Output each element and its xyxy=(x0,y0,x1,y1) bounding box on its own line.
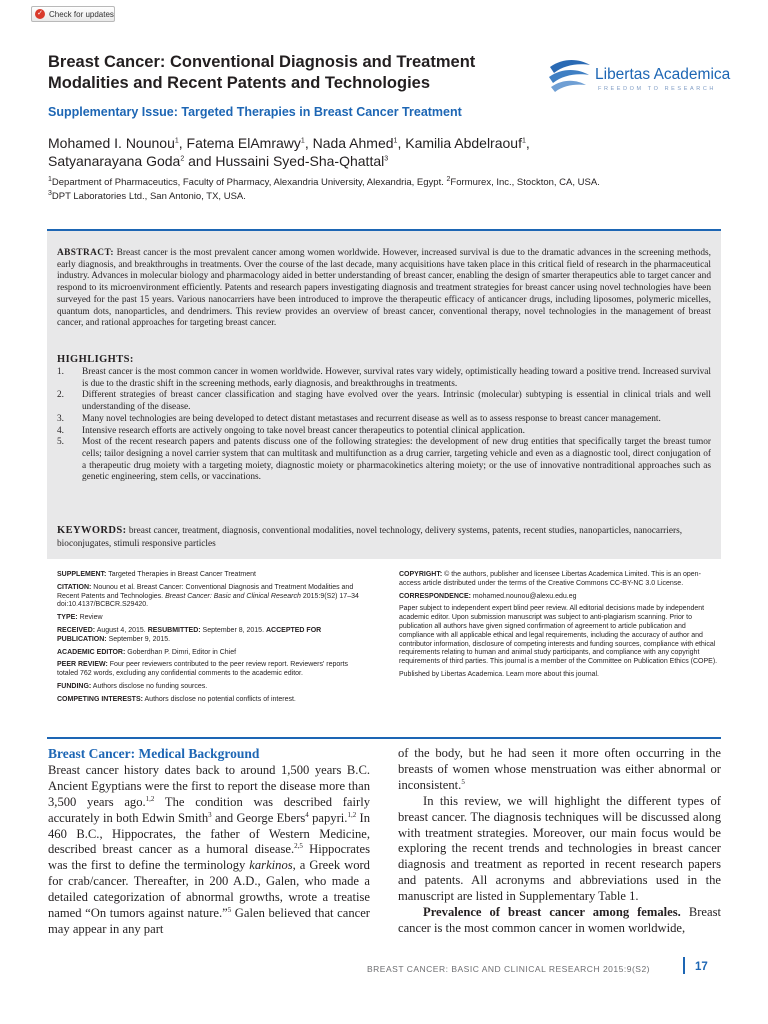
check-for-updates-button[interactable] xyxy=(31,6,115,22)
highlights-list xyxy=(57,367,711,484)
author-separator: , xyxy=(178,135,187,151)
section-divider xyxy=(47,737,721,739)
body-paragraph: Prevalence of breast cancer among females. Breast cancer is the most common cancer in women worldwide, xyxy=(398,905,721,935)
meta-copyright: COPYRIGHT: © the authors, publisher and licensee Libertas Academica Limited. This is an open-access article distributed under the terms of the Creative Commons CC-BY-NC 3.0 License. xyxy=(399,571,701,587)
highlight-number: 5. xyxy=(57,437,65,448)
author-name: Kamilia Abdelraouf xyxy=(405,135,522,151)
affiliation-2: Formurex, Inc., Stockton, CA, USA. xyxy=(450,177,600,188)
author-affiliation-mark: 1 xyxy=(300,137,305,145)
highlight-item xyxy=(57,414,711,426)
supplement-title: Supplementary Issue: Targeted Therapies in Breast Cancer Treatment xyxy=(48,105,462,119)
highlight-text: Breast cancer is the most common cancer in women worldwide. However, survival rates vary widely, optimistically heading toward a positive trend. Increased survival is due to the drastic shift in the screening methods, early diagnosis, and breakthroughs in treatments. xyxy=(82,367,711,389)
meta-citation: CITATION: Nounou et al. Breast Cancer: Conventional Diagnosis and Treatment Modalities and Recent Patents and Technologies. Breast Cancer: Basic and Clinical Research 2015:9(S2) 17–34 doi:10.4137/BCBCR.S29420. xyxy=(57,583,359,609)
author-separator: , xyxy=(525,135,530,151)
meta-correspondence: CORRESPONDENCE: mohamed.nounou@alexu.edu.eg xyxy=(399,592,577,600)
highlight-text: Different strategies of breast cancer classification and staging have evolved over the years. Intrinsic (molecular) subtyping is essential in clinical trials and well understanding of the disease. xyxy=(82,390,711,413)
meta-type: TYPE: Review xyxy=(57,614,103,622)
article-metadata-right xyxy=(399,571,719,684)
highlight-text: Most of the recent research papers and patents discuss one of the following strategies: the development of new drug entities that specifically target the breast tumor cells; tailor designing a novel carrier system that can multitask and multifunction as a drug carrier, targeting vehicle and even as a diagnostic tool, direct conjugation of a therapeutic drug moiety with a targeting moiety, diagnostic moiety or pharmacokinetics altering moiety; or the use of innovative nontraditional approaches such as genetic engineering, stem cells, or vaccinations. xyxy=(82,437,711,483)
author-list xyxy=(48,134,698,170)
footer-journal-name: BREAST CANCER: BASIC AND CLINICAL RESEARCH 2015:9(S2) xyxy=(367,964,650,974)
author-name: Satyanarayana Goda xyxy=(48,153,181,169)
meta-publisher-link[interactable]: Published by Libertas Academica. Learn more about this journal. xyxy=(399,670,600,678)
check-updates-icon: ✓ xyxy=(35,9,45,19)
body-paragraph: of the body, but he had seen it more often occurring in the breasts of women whose menstruation was either abnormal or inconsistent.$^5$ xyxy=(398,746,721,792)
keywords xyxy=(57,525,711,550)
highlight-number: 1. xyxy=(57,367,65,377)
author-name: Nada Ahmed xyxy=(312,135,394,151)
meta-peer-review-statement: Paper subject to independent expert blind peer review. All editorial decisions made by independent academic editor. Upon submission manuscript was subject to anti-plagiarism scanning. Prior to publication all authors have given signed confirmation of agreement to article publication and compliance with all applicable ethical and legal requirements, including the accuracy of author and contributor information, disclosure of competing interests and funding sources, compliance with ethical requirements relating to human and animal study participants, and compliance with any copyright requirements of third parties. This journal is a member of the Committee on Publication Ethics (COPE). xyxy=(399,605,718,666)
body-paragraph: In this review, we will highlight the different types of breast cancer. The diagnosis techniques will be discussed along with treatment strategies. Moreover, our main focus would be exploring the recent trends and technologies in breast cancer diagnosis and treatment as reported in recent research papers and patents. All acronyms and abbreviations used in the manuscript are listed in Supplementary Table 1. xyxy=(398,793,721,904)
affiliations: $^1$Department of Pharmaceutics, Faculty of Pharmacy, Alexandria University, Alexandria, Egypt. $^2$Formurex, Inc., Stockton, CA, USA. $^3$DPT Laboratories Ltd., San Antonio, TX, USA. xyxy=(48,175,600,202)
publisher-logo xyxy=(546,55,731,100)
body-paragraph: Breast cancer history dates back to around 1,500 years B.C. Ancient Egyptians were the first to report the disease more than 3,500 years ago.$^{1,2}$ The condition was described fairly accurately in both Edwin Smith$^3$ and George Ebers$^4$ papyri.$^{1,2}$ In 460 B.C., Hippocrates, the father of Western Medicine, described breast cancer as a humoral disease.$^{2,5}$ Hippocrates was the first to define the terminology karkinos, a Greek word for crab/cancer. Thereafter, in 200 A.D., Galen, who made a detailed categorization of abnormal growths, wrote a treatise named “On tumors against nature.”$^5$ Galen believed that cancer may appear in any part xyxy=(48,762,370,936)
logo-tagline: FREEDOM TO RESEARCH xyxy=(598,86,716,92)
author-affiliation-mark: 1 xyxy=(393,137,398,145)
page-number: 17 xyxy=(695,961,708,973)
keywords-text: breast cancer, treatment, diagnosis, conventional modalities, novel technology, delivery systems, patents, recent studies, nanoparticles, nanocarriers, bioconjugates, stimuli responsive particles xyxy=(57,526,683,549)
libertas-logo-icon xyxy=(546,55,594,97)
meta-dates: RECEIVED: August 4, 2015. RESUBMITTED: September 8, 2015. ACCEPTED FOR PUBLICATION: September 9, 2015. xyxy=(57,626,322,643)
highlight-number: 4. xyxy=(57,425,65,436)
footer-divider xyxy=(683,957,685,974)
article-title: Breast Cancer: Conventional Diagnosis and Treatment Modalities and Recent Patents and Technologies xyxy=(48,53,476,92)
meta-supplement: SUPPLEMENT: Targeted Therapies in Breast Cancer Treatment xyxy=(57,571,256,578)
body-column-right xyxy=(398,746,721,937)
highlight-text: Intensive research efforts are actively ongoing to take novel breast cancer therapeutics to potential clinical application. xyxy=(82,425,525,436)
abstract-text: Breast cancer is the most prevalent cancer among women worldwide. However, increased survival is due to the dramatic advances in the screening methods, early diagnosis, and breakthroughs in treatments. Over the course of the last decade, many acquisitions have taken place in this critical field of research in the pharmaceutical industry. Advances in molecular biology and pharmacology aided in better understanding of breast cancer, enabling the design of smarter therapeutics able to target cancer and respond to its microenvironment efficiently. Patents and research papers investigating diagnosis and treatment strategies for breast cancer using novel technologies have been surveyed for the past 15 years. Various nanocarriers have been introduced to improve the therapeutic efficacy of anticancer drugs, including liposomes, polymeric micelles, quantum dots, nanoparticles, and dendrimers. This review provides an overview of breast cancer, conventional therapy, novel technologies in the management of breast cancer, and rational approaches for targeting breast cancer. xyxy=(57,248,711,329)
keywords-label: KEYWORDS: xyxy=(57,525,127,536)
highlight-number: 3. xyxy=(57,413,65,424)
author-name: Hussaini Syed-Sha-Qhattal xyxy=(215,153,385,169)
abstract-label: ABSTRACT: xyxy=(57,248,114,258)
highlight-item xyxy=(57,390,711,413)
author-affiliation-mark: 3 xyxy=(384,155,389,163)
highlight-item xyxy=(57,367,711,390)
author-name: Mohamed I. Nounou xyxy=(48,135,175,151)
meta-peer-review: PEER REVIEW: Four peer reviewers contributed to the peer review report. Reviewers' reports totaled 762 words, excluding any confidential comments to the academic editor. xyxy=(57,661,349,678)
affiliation-1: Department of Pharmaceutics, Faculty of Pharmacy, Alexandria University, Alexandria, Egypt. xyxy=(51,177,444,188)
highlight-item xyxy=(57,426,711,438)
author-affiliation-mark: 1 xyxy=(174,137,179,145)
correspondence-email-link[interactable]: mohamed.nounou@alexu.edu.eg xyxy=(472,592,577,600)
author-separator: , xyxy=(304,135,313,151)
author-separator: and xyxy=(184,153,216,169)
check-for-updates-label: Check for updates xyxy=(49,9,114,19)
logo-wordmark: Libertas Academica xyxy=(595,66,731,83)
author-name: Fatema ElAmrawy xyxy=(186,135,301,151)
highlight-number: 2. xyxy=(57,390,65,401)
author-affiliation-mark: 1 xyxy=(521,137,526,145)
section-heading: Breast Cancer: Medical Background xyxy=(48,746,260,761)
article-metadata-left xyxy=(57,571,367,709)
highlight-item xyxy=(57,437,711,484)
abstract xyxy=(57,248,711,330)
author-affiliation-mark: 2 xyxy=(180,155,185,163)
body-column-left xyxy=(48,746,370,938)
meta-funding: FUNDING: Authors disclose no funding sources. xyxy=(57,682,208,690)
author-separator: , xyxy=(397,135,406,151)
highlights-heading: HIGHLIGHTS: xyxy=(57,354,134,365)
highlight-text: Many novel technologies are being developed to detect distant metastases and recurrent disease as well as to assess response to breast cancer management. xyxy=(82,413,661,424)
meta-academic-editor: ACADEMIC EDITOR: Goberdhan P. Dimri, Editor in Chief xyxy=(57,648,237,656)
meta-competing-interests: COMPETING INTERESTS: Authors disclose no potential conflicts of interest. xyxy=(57,695,296,703)
affiliation-3: DPT Laboratories Ltd., San Antonio, TX, USA. xyxy=(51,190,246,202)
